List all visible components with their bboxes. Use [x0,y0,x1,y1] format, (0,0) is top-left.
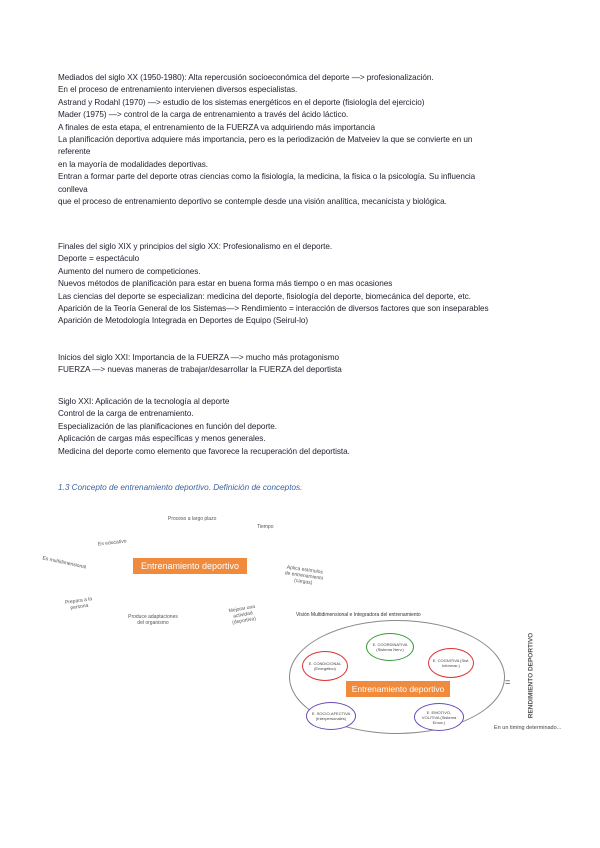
ring-condicional: E. CONDICIONAL (Energético) [302,651,348,681]
concept-label: Mejorar una actividad (deportiva) [228,603,257,626]
concept-label: Produce adaptaciones del organismo [128,614,178,626]
text-line: conlleva [58,184,88,194]
concept-label: Proceso a largo plazo [168,516,217,522]
text-line: A finales de esta etapa, el entrenamiento de la FUERZA va adquiriendo más importancia [58,122,376,132]
equals-sign: = [505,677,511,687]
performance-label: RENDIMIENTO DEPORTIVO [527,632,535,719]
multidimensional-center: Entrenamiento deportivo [346,681,450,697]
text-section [58,72,558,208]
text-section [58,241,558,328]
concept-label: Prepara a la persona [64,596,93,612]
text-line: La planificación deportiva adquiere más importancia, pero es la periodización de Matveiev la que se convierte en un [58,135,473,145]
timing-footnote: En un timing determinado... [494,725,562,731]
concept-label: Aplica estímulos de entrenamiento (cargas) [284,564,324,587]
text-line: Las ciencias del deporte se especializan: medicina del deporte, fisiología del deporte, biomecánica del deporte, etc. [58,291,471,301]
ring-emotivo-volitiva: E. EMOTIVO-VOLITIVA (Sistema Emoc.) [414,703,464,731]
section-heading: 1.3 Concepto de entrenamiento deportivo. Definición de conceptos. [58,483,303,492]
text-line: Aplicación de cargas más específicas y menos generales. [58,434,266,444]
ring-coordinativa: E. COORDINATIVA (Sistema Nerv.) [366,633,414,661]
ring-cognitiva: E. COGNITIVA (Sist. Informac.) [428,648,474,678]
text-line: Mediados del siglo XX (1950-1980): Alta repercusión socioeconómica del deporte —> profesionalización. [58,73,434,82]
text-line: Mader (1975) —> control de la carga de entrenamiento a través del ácido láctico. [58,110,349,120]
text-line: Medicina del deporte como elemento que favorece la recuperación del deportista. [58,446,350,456]
text-line: FUERZA —> nuevas maneras de trabajar/desarrollar la FUERZA del deportista [58,365,342,375]
text-line: Siglo XXI: Aplicación de la tecnología al deporte [58,397,230,406]
text-line: Aumento del numero de competiciones. [58,266,201,276]
text-line: Astrand y Rodahl (1970) —> estudio de los sistemas energéticos en el deporte (fisiología del ejercicio) [58,97,425,107]
text-line: en la mayoría de modalidades deportivas. [58,159,209,169]
ring-socio-afectiva: E. SOCIO-AFECTIVA (Interpersonales) [306,702,356,730]
text-line: Finales del siglo XIX y principios del siglo XX: Profesionalismo en el deporte. [58,242,333,251]
concept-label: Tiempo [257,524,274,530]
concept-label: Es multidimensional [41,555,87,571]
text-line: Entran a formar parte del deporte otras ciencias como la fisiología, la medicina, la física o la psicología. Su influencia [58,172,476,182]
concept-map-center: Entrenamiento deportivo [133,558,247,574]
text-line: Nuevos métodos de planificación para estar en buena forma más tiempo o en mas ocasiones [58,279,393,289]
text-line: Inicios del siglo XXI: Importancia de la FUERZA —> mucho más protagonismo [58,353,339,362]
text-line: En el proceso de entrenamiento intervienen diversos especialistas. [58,85,298,95]
text-line: Deporte = espectáculo [58,254,140,264]
text-section [58,352,558,377]
text-line: Aparición de Metodología Integrada en Deportes de Equipo (Seirul-lo) [58,316,309,326]
text-line: Especialización de las planificaciones en función del deporte. [58,421,278,431]
text-section [58,396,558,458]
text-line: Control de la carga de entrenamiento. [58,409,194,419]
text-line: referente [58,147,91,157]
diagram-title: Visión Multidimensional e Integradora del entrenamiento [296,612,421,618]
text-line: que el proceso de entrenamiento deportivo se contemple desde una visión analítica, mecanicista y biológica. [58,197,447,207]
concept-label: Es educativo [97,538,127,548]
text-line: Aparición de la Teoría General de los Sistemas—> Rendimiento = interacción de diversos factores que son inseparables [58,304,489,314]
